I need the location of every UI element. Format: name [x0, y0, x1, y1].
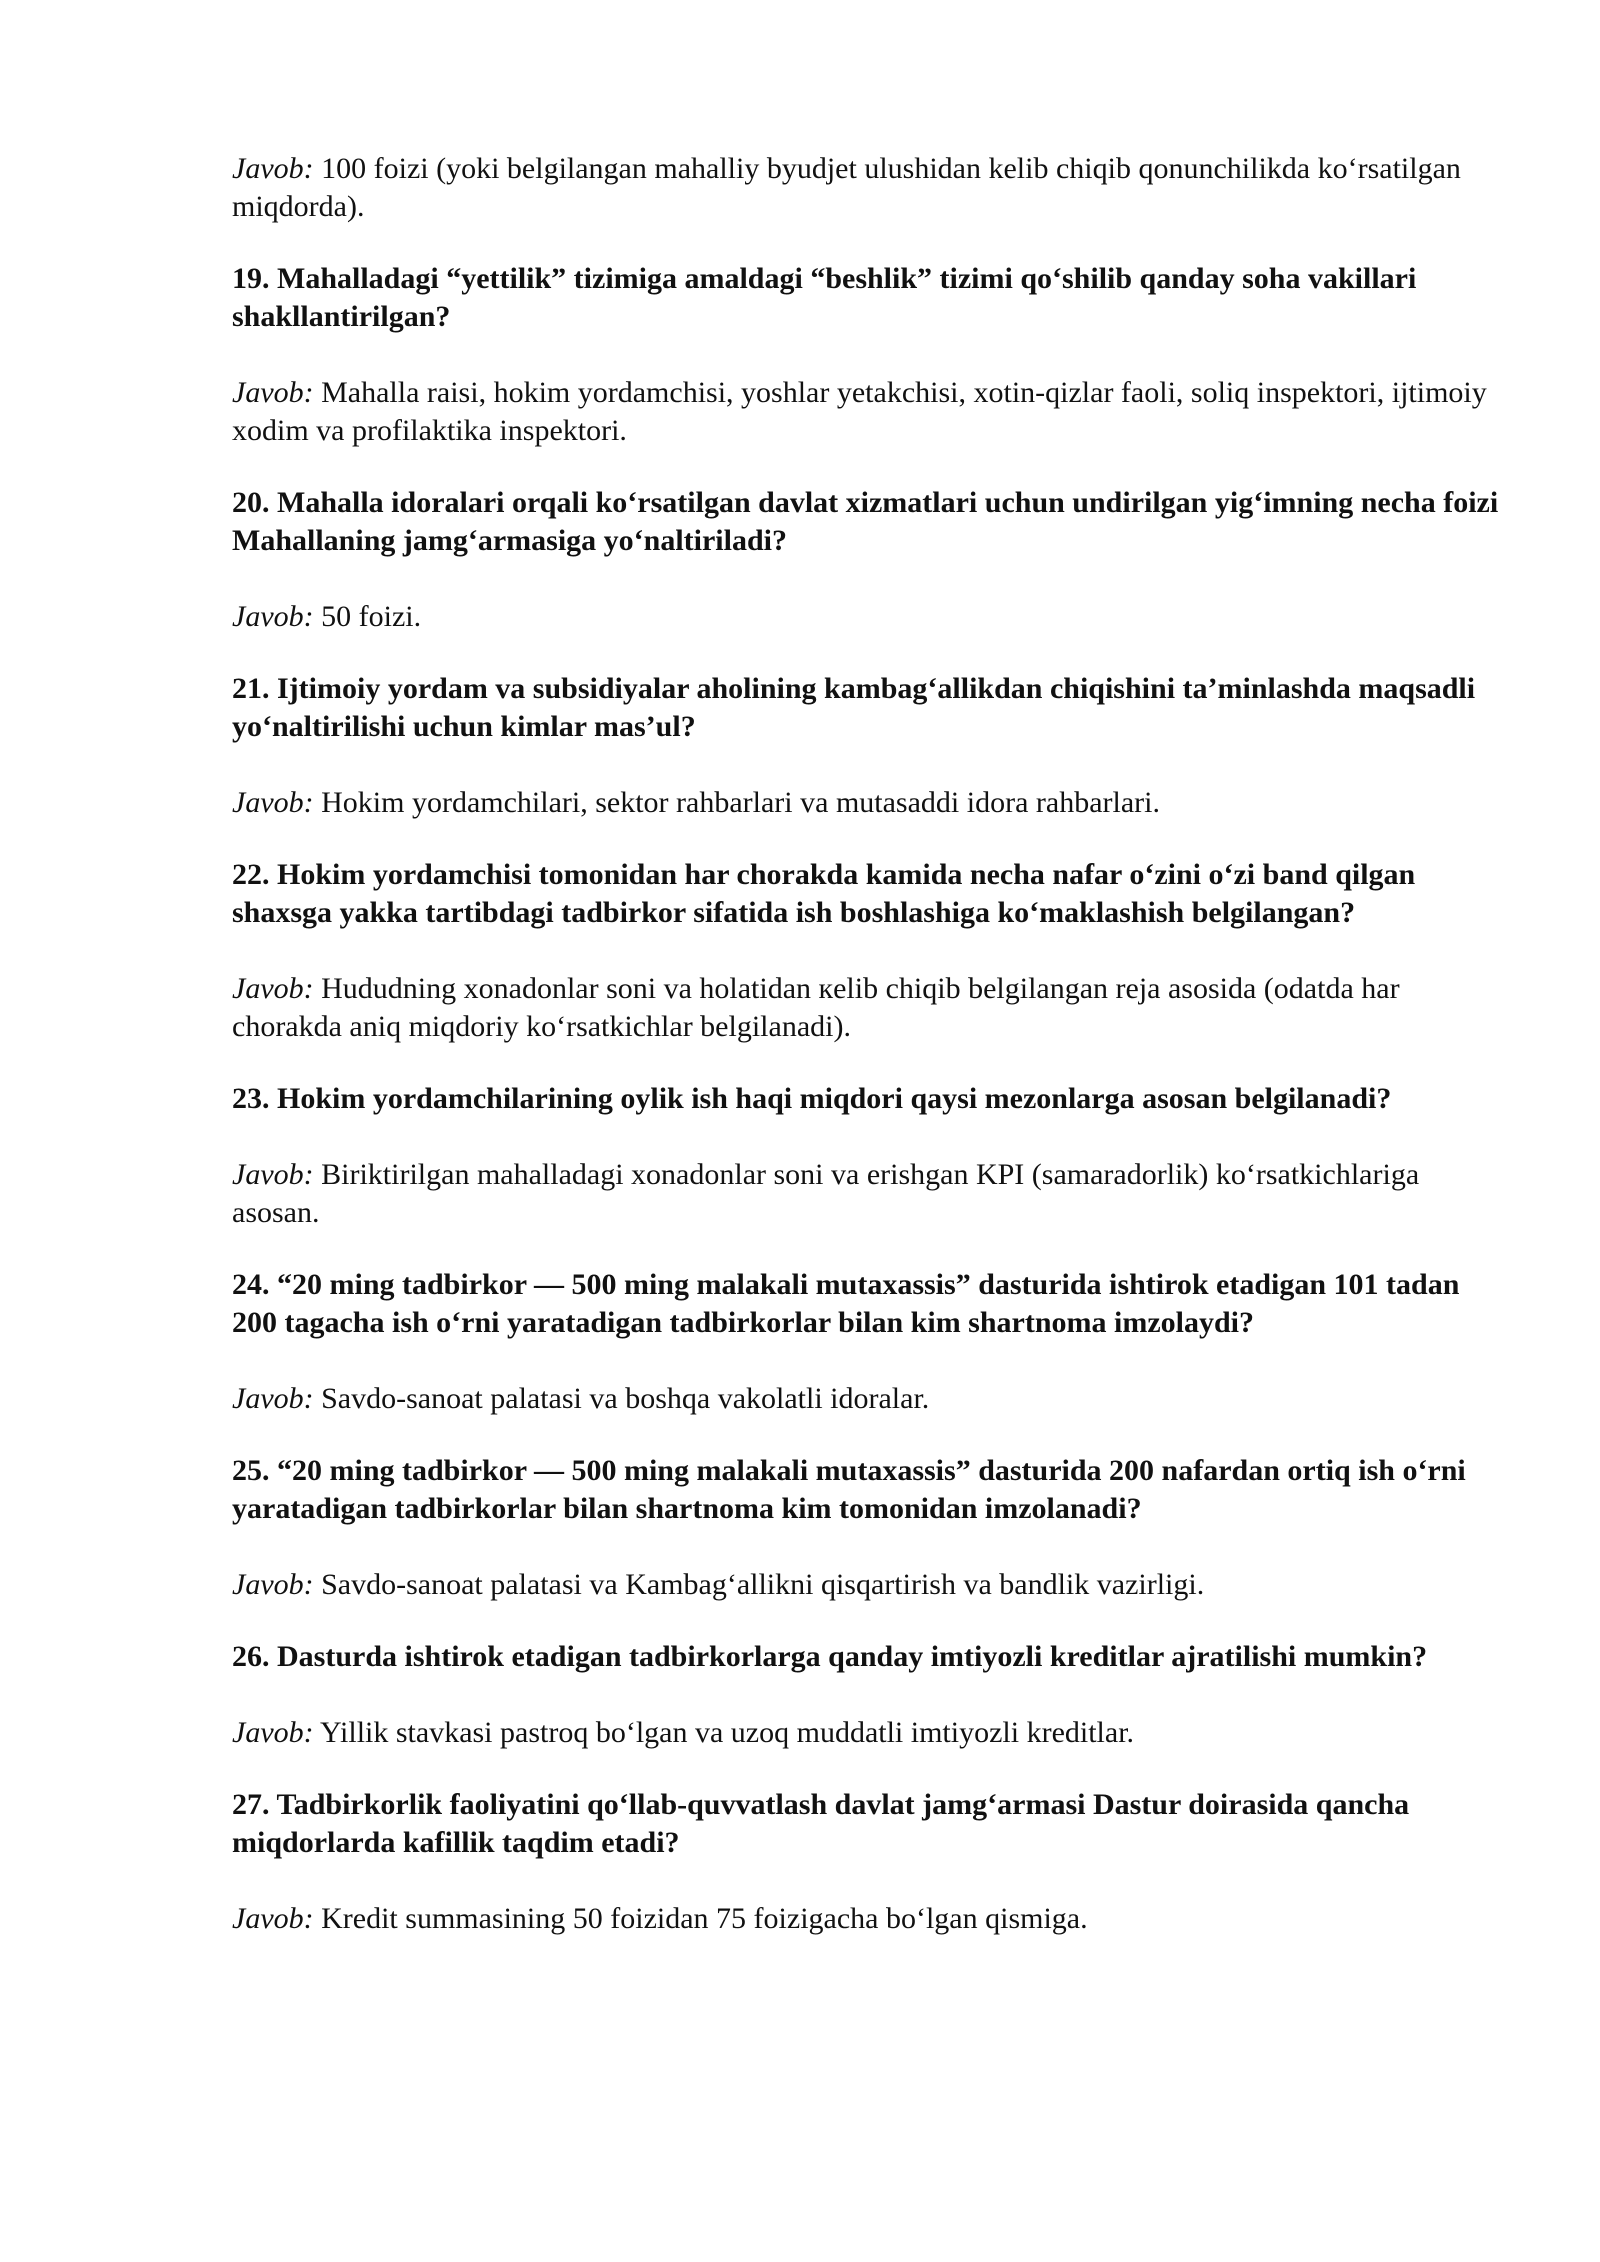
answer-text: Mahalla raisi, hokim yordamchisi, yoshlar yetakchisi, xotin-qizlar faoli, soliq inspektori, ijtimoiy xodim va profilaktika inspektori. [232, 376, 1487, 447]
answer-24 [232, 1380, 1507, 1418]
question-24: 24. “20 ming tadbirkor — 500 ming malakali mutaxassis” dasturida ishtirok etadigan 101 tadan 200 tagacha ish o‘rni yaratadigan tadbirkorlar bilan kim shartnoma imzolaydi? [232, 1268, 1460, 1339]
question-21: 21. Ijtimoiy yordam va subsidiyalar aholining kambag‘allikdan chiqishini ta’minlashda maqsadli yo‘naltirilishi uchun kimlar mas’ul? [232, 672, 1476, 743]
answer-23 [232, 1156, 1507, 1232]
answer-label: Javob: [232, 786, 314, 819]
answer-text: Hududning xonadonlar soni va holatidan кelib chiqib belgilangan reja asosida (odatda har chorakda aniq miqdoriy ko‘rsatkichlar belgilanadi). [232, 972, 1400, 1043]
answer-26 [232, 1714, 1507, 1752]
answer-label: Javob: [232, 1382, 314, 1415]
answer-label: Javob: [232, 1158, 314, 1191]
answer-text: Biriktirilgan mahalladagi xonadonlar soni va erishgan KPI (samaradorlik) ko‘rsatkichlariga asosan. [232, 1158, 1420, 1229]
answer-label: Javob: [232, 600, 314, 633]
answer-text: 100 foizi (yoki belgilangan mahalliy byudjet ulushidan kelib chiqib qonunchilikda ko‘rsatilgan miqdorda). [232, 152, 1461, 223]
answer-18 [232, 150, 1507, 226]
answer-label: Javob: [232, 1568, 314, 1601]
answer-27 [232, 1900, 1507, 1938]
qa-list [232, 150, 1507, 1972]
answer-19 [232, 374, 1507, 450]
question-23: 23. Hokim yordamchilarining oylik ish haqi miqdori qaysi mezonlarga asosan belgilanadi? [232, 1082, 1392, 1115]
question-26: 26. Dasturda ishtirok etadigan tadbirkorlarga qanday imtiyozli kreditlar ajratilishi mumkin? [232, 1640, 1428, 1673]
question-27: 27. Tadbirkorlik faoliyatini qo‘llab-quvvatlash davlat jamg‘armasi Dastur doirasida qancha miqdorlarda kafillik taqdim etadi? [232, 1788, 1410, 1859]
question-19: 19. Mahalladagi “yettilik” tizimiga amaldagi “beshlik” tizimi qo‘shilib qanday soha vakillari shakllantirilgan? [232, 262, 1417, 333]
answer-text: Yillik stavkasi pastroq bo‘lgan va uzoq muddatli imtiyozli kreditlar. [320, 1716, 1135, 1749]
answer-22 [232, 970, 1507, 1046]
answer-text: Hokim yordamchilari, sektor rahbarlari va mutasaddi idora rahbarlari. [321, 786, 1160, 819]
answer-label: Javob: [232, 1716, 314, 1749]
answer-text: Savdo-sanoat palatasi va Kambag‘allikni qisqartirish va bandlik vazirligi. [321, 1568, 1205, 1601]
answer-label: Javob: [232, 152, 314, 185]
answer-label: Javob: [232, 376, 314, 409]
answer-text: 50 foizi. [321, 600, 422, 633]
question-25: 25. “20 ming tadbirkor — 500 ming malakali mutaxassis” dasturida 200 nafardan ortiq ish o‘rni yaratadigan tadbirkorlar bilan shartnoma kim tomonidan imzolanadi? [232, 1454, 1466, 1525]
answer-text: Savdo-sanoat palatasi va boshqa vakolatli idoralar. [321, 1382, 930, 1415]
answer-text: Kredit summasining 50 foizidan 75 foizigacha bo‘lgan qismiga. [321, 1902, 1088, 1935]
answer-label: Javob: [232, 1902, 314, 1935]
question-22: 22. Hokim yordamchisi tomonidan har chorakda kamida necha nafar o‘zini o‘zi band qilgan shaxsga yakka tartibdagi tadbirkor sifatida ish boshlashiga ko‘maklashish belgilangan? [232, 858, 1416, 929]
answer-20 [232, 598, 1507, 636]
question-20: 20. Mahalla idoralari orqali ko‘rsatilgan davlat xizmatlari uchun undirilgan yig‘imning necha foizi Mahallaning jamg‘armasiga yo‘naltiriladi? [232, 486, 1499, 557]
answer-21 [232, 784, 1507, 822]
answer-25 [232, 1566, 1507, 1604]
answer-label: Javob: [232, 972, 314, 1005]
